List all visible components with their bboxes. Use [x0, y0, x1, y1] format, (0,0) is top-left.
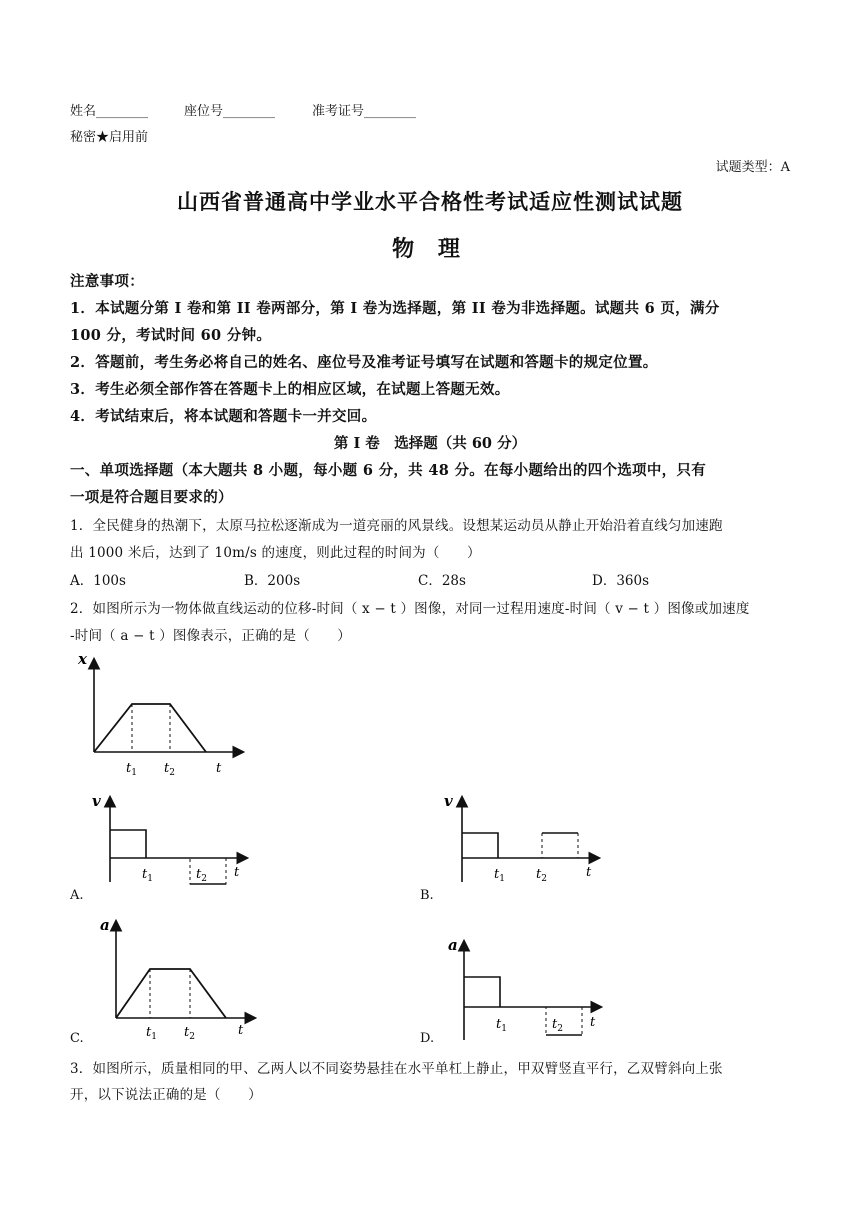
ticket-field-label: 准考证号________ [312, 104, 417, 119]
note-1-line-2: 100 分，考试时间 60 分钟。 [70, 327, 272, 344]
q3-line-1: 3．如图所示，质量相同的甲、乙两人以不同姿势悬挂在水平单杠上静止，甲双臂竖直平行，乙双臂斜向上张 [70, 1061, 723, 1077]
axis-label-t: t [216, 761, 222, 776]
tick-t2: $t_2$ [196, 867, 207, 884]
q1-option-a: A．100s [70, 573, 126, 589]
tick-t1: $t_1$ [126, 761, 137, 778]
note-3: 3．考生必须全部作答在答题卡上的相应区域，在试题上答题无效。 [70, 381, 510, 398]
section-1-heading: 第 I 卷 选择题（共 60 分） [333, 435, 527, 452]
option-b-label: B. [420, 888, 434, 903]
part-1-line-1: 一、单项选择题（本大题共 8 小题，每小题 6 分，共 48 分。在每小题给出的四个选项中，只有 [70, 462, 707, 479]
q3-line-2: 开，以下说法正确的是（ ） [70, 1087, 262, 1103]
velocity-positive-segment [110, 830, 146, 858]
note-4: 4．考试结束后，将本试题和答题卡一并交回。 [70, 408, 377, 425]
tick-t2: $t_2$ [552, 1017, 563, 1034]
secret-mark: 秘密★启用前 [70, 130, 149, 145]
option-d-graph [440, 932, 620, 1042]
q1-option-d: D．360s [592, 573, 650, 589]
tick-t1: $t_1$ [496, 1017, 507, 1034]
paper-title: 山西省普通高中学业水平合格性考试适应性测试试题 [177, 189, 683, 214]
q1-line-2: 出 1000 米后，达到了 10m/s 的速度，则此过程的时间为（ ） [70, 545, 481, 561]
q1-option-b: B．200s [244, 573, 301, 589]
axis-label-t: t [590, 1015, 596, 1030]
axis-label-a: a [448, 936, 458, 954]
option-a-label: A. [70, 888, 84, 903]
accel-positive-segment [464, 977, 500, 1007]
axis-label-t: t [234, 865, 240, 880]
option-d-label: D. [420, 1031, 435, 1046]
q2-line-2: -时间（ a − t ）图像表示，正确的是（ ） [70, 628, 352, 644]
axis-label-t: t [238, 1023, 244, 1038]
tick-t1: $t_1$ [494, 867, 505, 884]
tick-t2: $t_2$ [536, 867, 547, 884]
axis-label-v: v [444, 792, 453, 810]
tick-t2: $t_2$ [164, 761, 175, 778]
x-t-graph [70, 646, 270, 780]
note-1-line-1: 1．本试题分第 I 卷和第 II 卷两部分，第 I 卷为选择题，第 II 卷为非选择题。试题共 6 页，满分 [70, 300, 720, 317]
x-t-curve [94, 704, 206, 752]
axis-label-t: t [586, 865, 592, 880]
tick-t1: $t_1$ [146, 1025, 157, 1040]
q1-line-1: 1．全民健身的热潮下，太原马拉松逐渐成为一道亮丽的风景线。设想某运动员从静止开始沿着直线匀加速跑 [70, 518, 723, 534]
q2-line-1: 2．如图所示为一物体做直线运动的位移-时间（ x − t ）图像，对同一过程用速度-时间（ v − t ）图像或加速度 [70, 601, 750, 617]
axis-label-v: v [92, 792, 101, 810]
name-field-label: 姓名________ [70, 104, 149, 119]
tick-t1: $t_1$ [142, 867, 153, 884]
subject-title: 物 理 [392, 236, 468, 262]
notes-heading: 注意事项： [70, 273, 144, 290]
axis-label-x: x [78, 650, 87, 668]
axis-label-a: a [100, 916, 110, 934]
option-c-graph [86, 912, 266, 1040]
tick-t2: $t_2$ [184, 1025, 195, 1040]
exam-type: 试题类型：A [715, 160, 790, 175]
option-b-graph [438, 788, 618, 888]
option-a-graph [86, 788, 266, 888]
part-1-line-2: 一项是符合题目要求的） [70, 489, 233, 506]
q1-option-c: C．28s [418, 573, 466, 589]
a-t-curve [116, 969, 226, 1018]
note-2: 2．答题前，考生务必将自己的姓名、座位号及准考证号填写在试题和答题卡的规定位置。 [70, 354, 658, 371]
velocity-first-segment [462, 833, 498, 858]
seat-field-label: 座位号________ [184, 104, 276, 119]
option-c-label: C. [70, 1031, 84, 1046]
